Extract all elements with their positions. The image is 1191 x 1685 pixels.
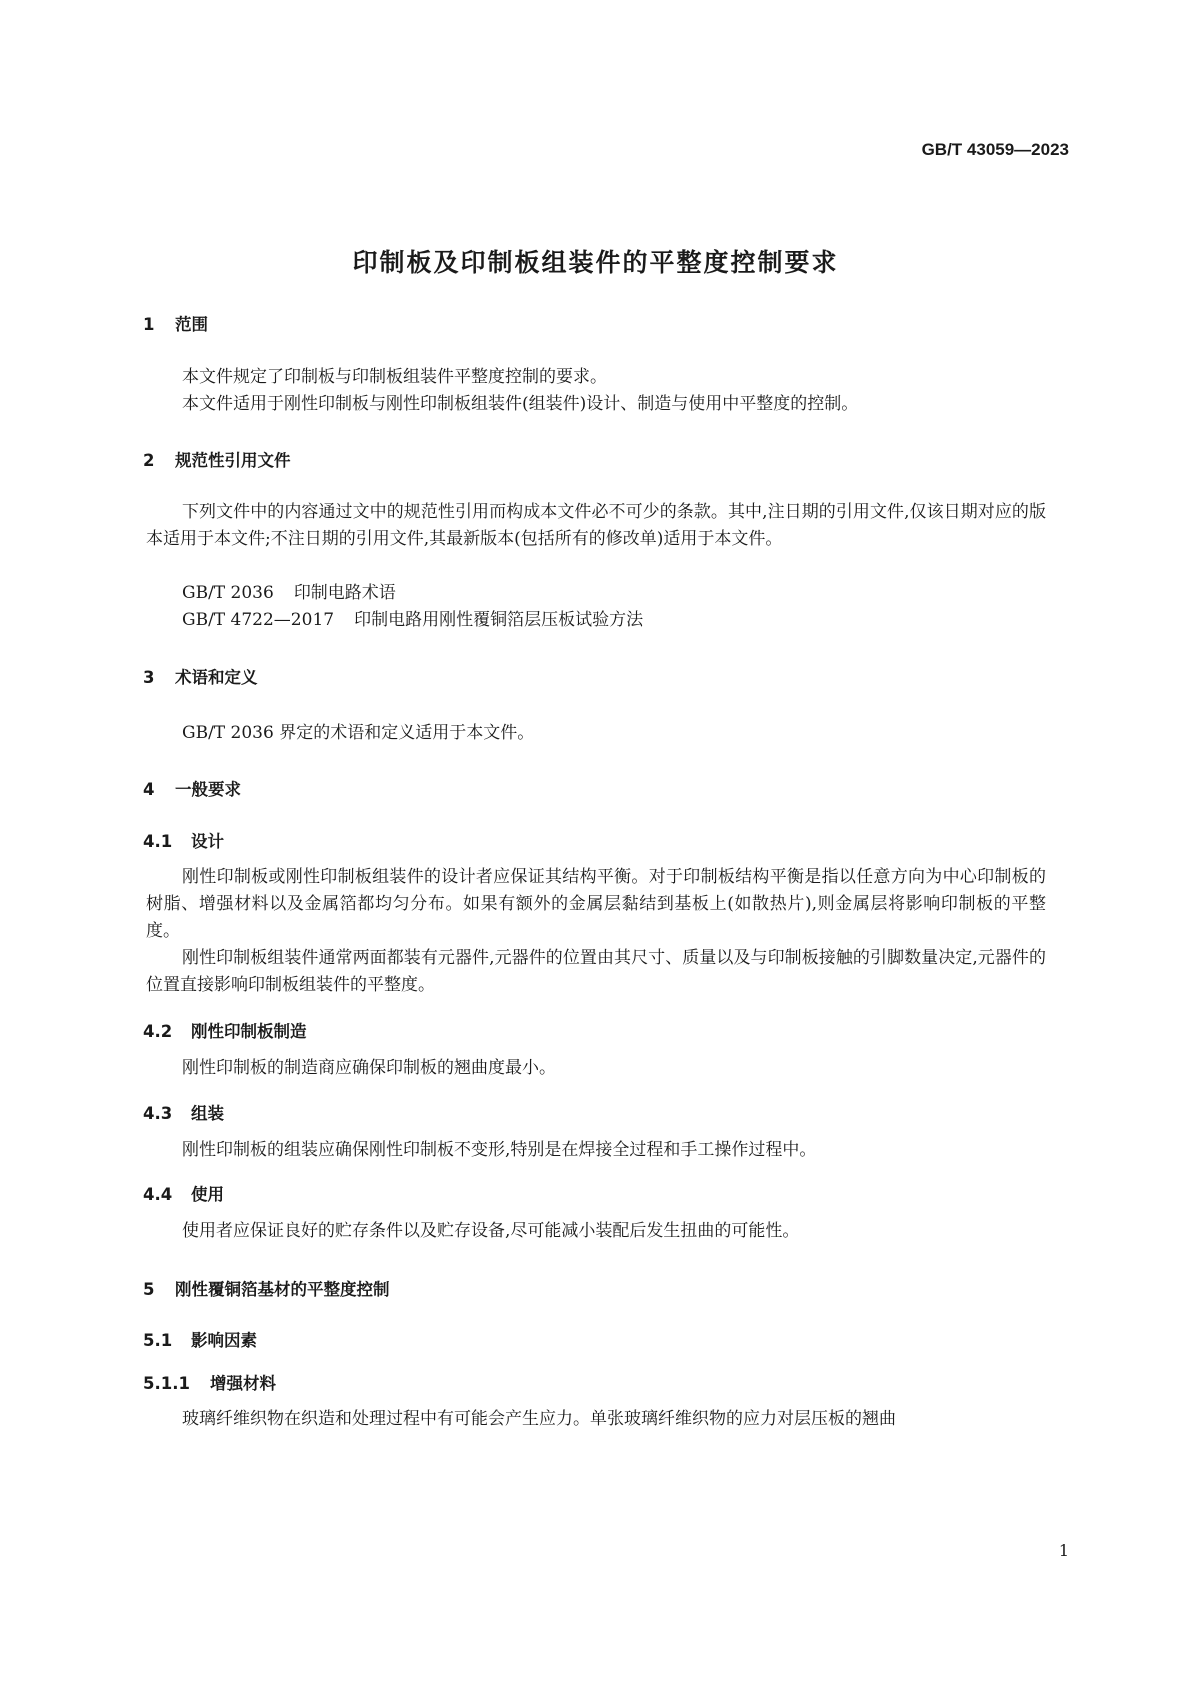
section-title: 术语和定义 xyxy=(175,668,258,687)
subsection-number: 4.2 xyxy=(143,1022,173,1041)
paragraph: 下列文件中的内容通过文中的规范性引用而构成本文件必不可少的条款。其中,注日期的引用文件,仅该日期对应的版本适用于本文件;不注日期的引用文件,其最新版本(包括所有的修改单)适用于本文件。 xyxy=(146,502,1046,549)
paragraph: 刚性印制板组装件通常两面都装有元器件,元器件的位置由其尺寸、质量以及与印制板接触的引脚数量决定,元器件的位置直接影响印制板组装件的平整度。 xyxy=(146,948,1046,995)
subsection-title: 设计 xyxy=(191,832,224,851)
section-5-heading xyxy=(143,1276,390,1300)
subsection-5-1-heading xyxy=(143,1327,257,1351)
section-number: 2 xyxy=(143,451,155,470)
subsection-4-3-heading xyxy=(143,1100,224,1124)
paragraph: 刚性印制板的制造商应确保印制板的翘曲度最小。 xyxy=(182,1058,556,1078)
reference-title: 印制电路用刚性覆铜箔层压板试验方法 xyxy=(354,610,644,630)
reference-code: GB/T 4722—2017 xyxy=(182,610,335,630)
subsection-number: 4.4 xyxy=(143,1185,173,1204)
subsection-title: 影响因素 xyxy=(191,1331,257,1350)
normative-reference xyxy=(182,580,396,607)
paragraph: 使用者应保证良好的贮存条件以及贮存设备,尽可能减小装配后发生扭曲的可能性。 xyxy=(182,1221,800,1241)
section-2-heading xyxy=(143,447,291,471)
subsection-title: 刚性印制板制造 xyxy=(191,1022,307,1041)
subsection-title: 增强材料 xyxy=(210,1374,276,1393)
subsection-5-1-1-heading xyxy=(143,1370,276,1394)
section-1-heading xyxy=(143,311,208,335)
subsection-4-4-heading xyxy=(143,1181,224,1205)
section-title: 刚性覆铜箔基材的平整度控制 xyxy=(175,1280,390,1299)
section-title: 范围 xyxy=(175,315,208,334)
page-number: 1 xyxy=(1058,1541,1069,1560)
normative-reference xyxy=(182,607,643,634)
paragraph: 刚性印制板的组装应确保刚性印制板不变形,特别是在焊接全过程和手工操作过程中。 xyxy=(182,1140,817,1160)
subsection-4-1-heading xyxy=(143,828,224,852)
reference-code: GB/T 2036 xyxy=(182,583,274,603)
subsection-number: 4.3 xyxy=(143,1104,173,1123)
subsection-4-2-heading xyxy=(143,1018,307,1042)
document-title: 印制板及印制板组装件的平整度控制要求 xyxy=(352,248,839,277)
standard-number: GB/T 43059—2023 xyxy=(921,140,1069,159)
paragraph: 本文件规定了印制板与印制板组装件平整度控制的要求。 xyxy=(182,367,607,387)
section-number: 3 xyxy=(143,668,155,687)
subsection-number: 5.1.1 xyxy=(143,1374,190,1393)
section-number: 5 xyxy=(143,1280,155,1299)
section-4-heading xyxy=(143,776,241,800)
subsection-number: 5.1 xyxy=(143,1331,173,1350)
section-title: 一般要求 xyxy=(175,780,241,799)
section-number: 4 xyxy=(143,780,155,799)
subsection-number: 4.1 xyxy=(143,832,173,851)
section-number: 1 xyxy=(143,315,155,334)
subsection-title: 组装 xyxy=(191,1104,224,1123)
subsection-title: 使用 xyxy=(191,1185,224,1204)
paragraph: GB/T 2036 界定的术语和定义适用于本文件。 xyxy=(182,723,535,743)
paragraph: 本文件适用于刚性印制板与刚性印制板组装件(组装件)设计、制造与使用中平整度的控制。 xyxy=(182,394,859,414)
paragraph: 玻璃纤维织物在织造和处理过程中有可能会产生应力。单张玻璃纤维织物的应力对层压板的翘曲 xyxy=(182,1409,896,1429)
paragraph: 刚性印制板或刚性印制板组装件的设计者应保证其结构平衡。对于印制板结构平衡是指以任意方向为中心印制板的树脂、增强材料以及金属箔都均匀分布。如果有额外的金属层黏结到基板上(如散热片),则金属层将影响印制板的平整度。 xyxy=(146,867,1046,941)
reference-title: 印制电路术语 xyxy=(293,583,396,603)
section-3-heading xyxy=(143,664,258,688)
section-title: 规范性引用文件 xyxy=(175,451,291,470)
